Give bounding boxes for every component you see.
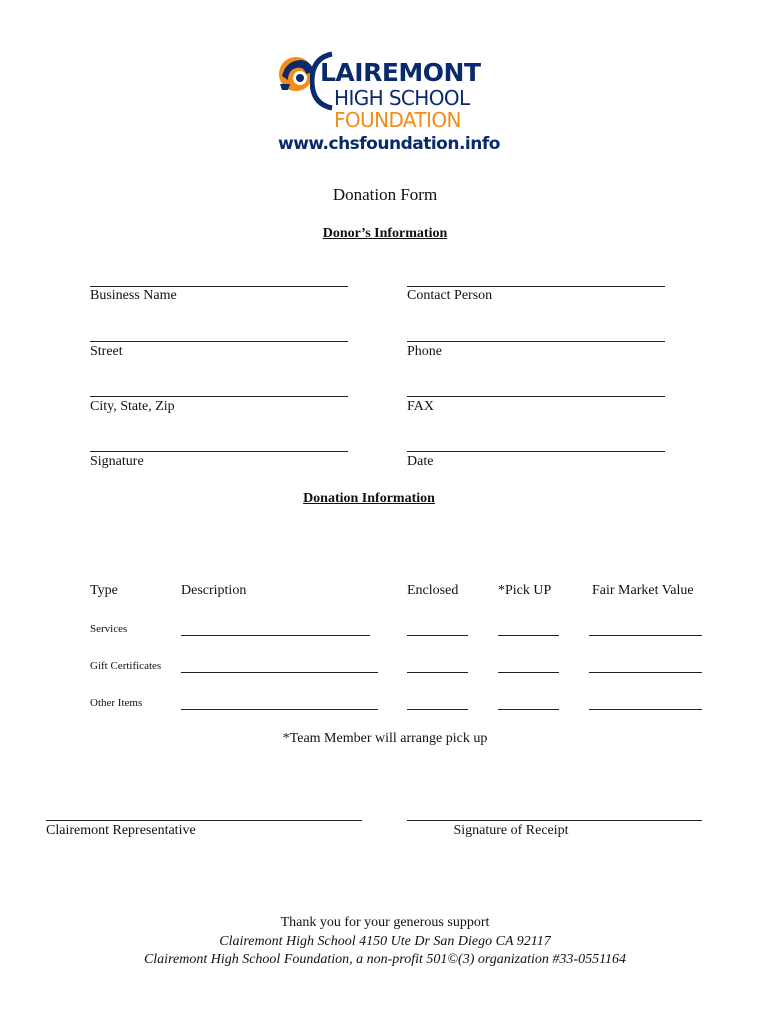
date-label: Date [407,454,434,469]
logo-name-line: LAIREMONT [320,58,481,87]
business-name-line[interactable] [90,286,348,287]
footer-thanks: Thank you for your generous support [280,915,490,930]
footer-organization: Clairemont High School Foundation, a non-profit 501©(3) organization #33-0551164 [143,952,627,967]
services-description-line[interactable] [181,635,370,636]
foundation-logo [272,48,502,160]
donor-section-heading: Donor’s Information [322,226,448,241]
footer-address: Clairemont High School 4150 Ute Dr San Diego CA 92117 [219,934,551,949]
phone-line[interactable] [407,341,665,342]
pickup-note: *Team Member will arrange pick up [282,731,488,746]
representative-signature-line[interactable] [46,820,362,821]
page-title: Donation Form [332,185,438,204]
gift-certificates-enclosed-line[interactable] [407,672,468,673]
services-enclosed-line[interactable] [407,635,468,636]
other-items-pickup-line[interactable] [498,709,559,710]
column-header-pickup: *Pick UP [498,583,552,598]
fax-label: FAX [407,399,434,414]
column-header-description: Description [181,583,247,598]
street-label: Street [90,344,123,359]
city-state-zip-line[interactable] [90,396,348,397]
gift-certificates-description-line[interactable] [181,672,378,673]
representative-label: Clairemont Representative [46,823,196,838]
signature-line[interactable] [90,451,348,452]
logo-foundation-line: FOUNDATION [334,108,461,132]
signature-label: Signature [90,454,144,469]
services-pickup-line[interactable] [498,635,559,636]
other-items-enclosed-line[interactable] [407,709,468,710]
gift-certificates-pickup-line[interactable] [498,672,559,673]
row-type-services: Services [90,623,128,635]
contact-person-line[interactable] [407,286,665,287]
logo-website: www.chsfoundation.info [278,134,500,154]
city-state-zip-label: City, State, Zip [90,399,175,414]
other-items-description-line[interactable] [181,709,378,710]
fax-line[interactable] [407,396,665,397]
column-header-fair-market-value: Fair Market Value [592,583,694,598]
contact-person-label: Contact Person [407,288,493,303]
receipt-signature-label: Signature of Receipt [453,823,569,838]
row-type-gift-certificates: Gift Certificates [90,660,162,672]
row-type-other-items: Other Items [90,697,143,709]
phone-label: Phone [407,344,442,359]
gift-certificates-value-line[interactable] [589,672,702,673]
date-line[interactable] [407,451,665,452]
services-value-line[interactable] [589,635,702,636]
logo-school-line: HIGH SCHOOL [334,86,470,110]
other-items-value-line[interactable] [589,709,702,710]
donation-section-heading: Donation Information [303,491,435,506]
business-name-label: Business Name [90,288,177,303]
street-line[interactable] [90,341,348,342]
column-header-type: Type [90,583,118,598]
receipt-signature-line[interactable] [407,820,702,821]
column-header-enclosed: Enclosed [407,583,459,598]
